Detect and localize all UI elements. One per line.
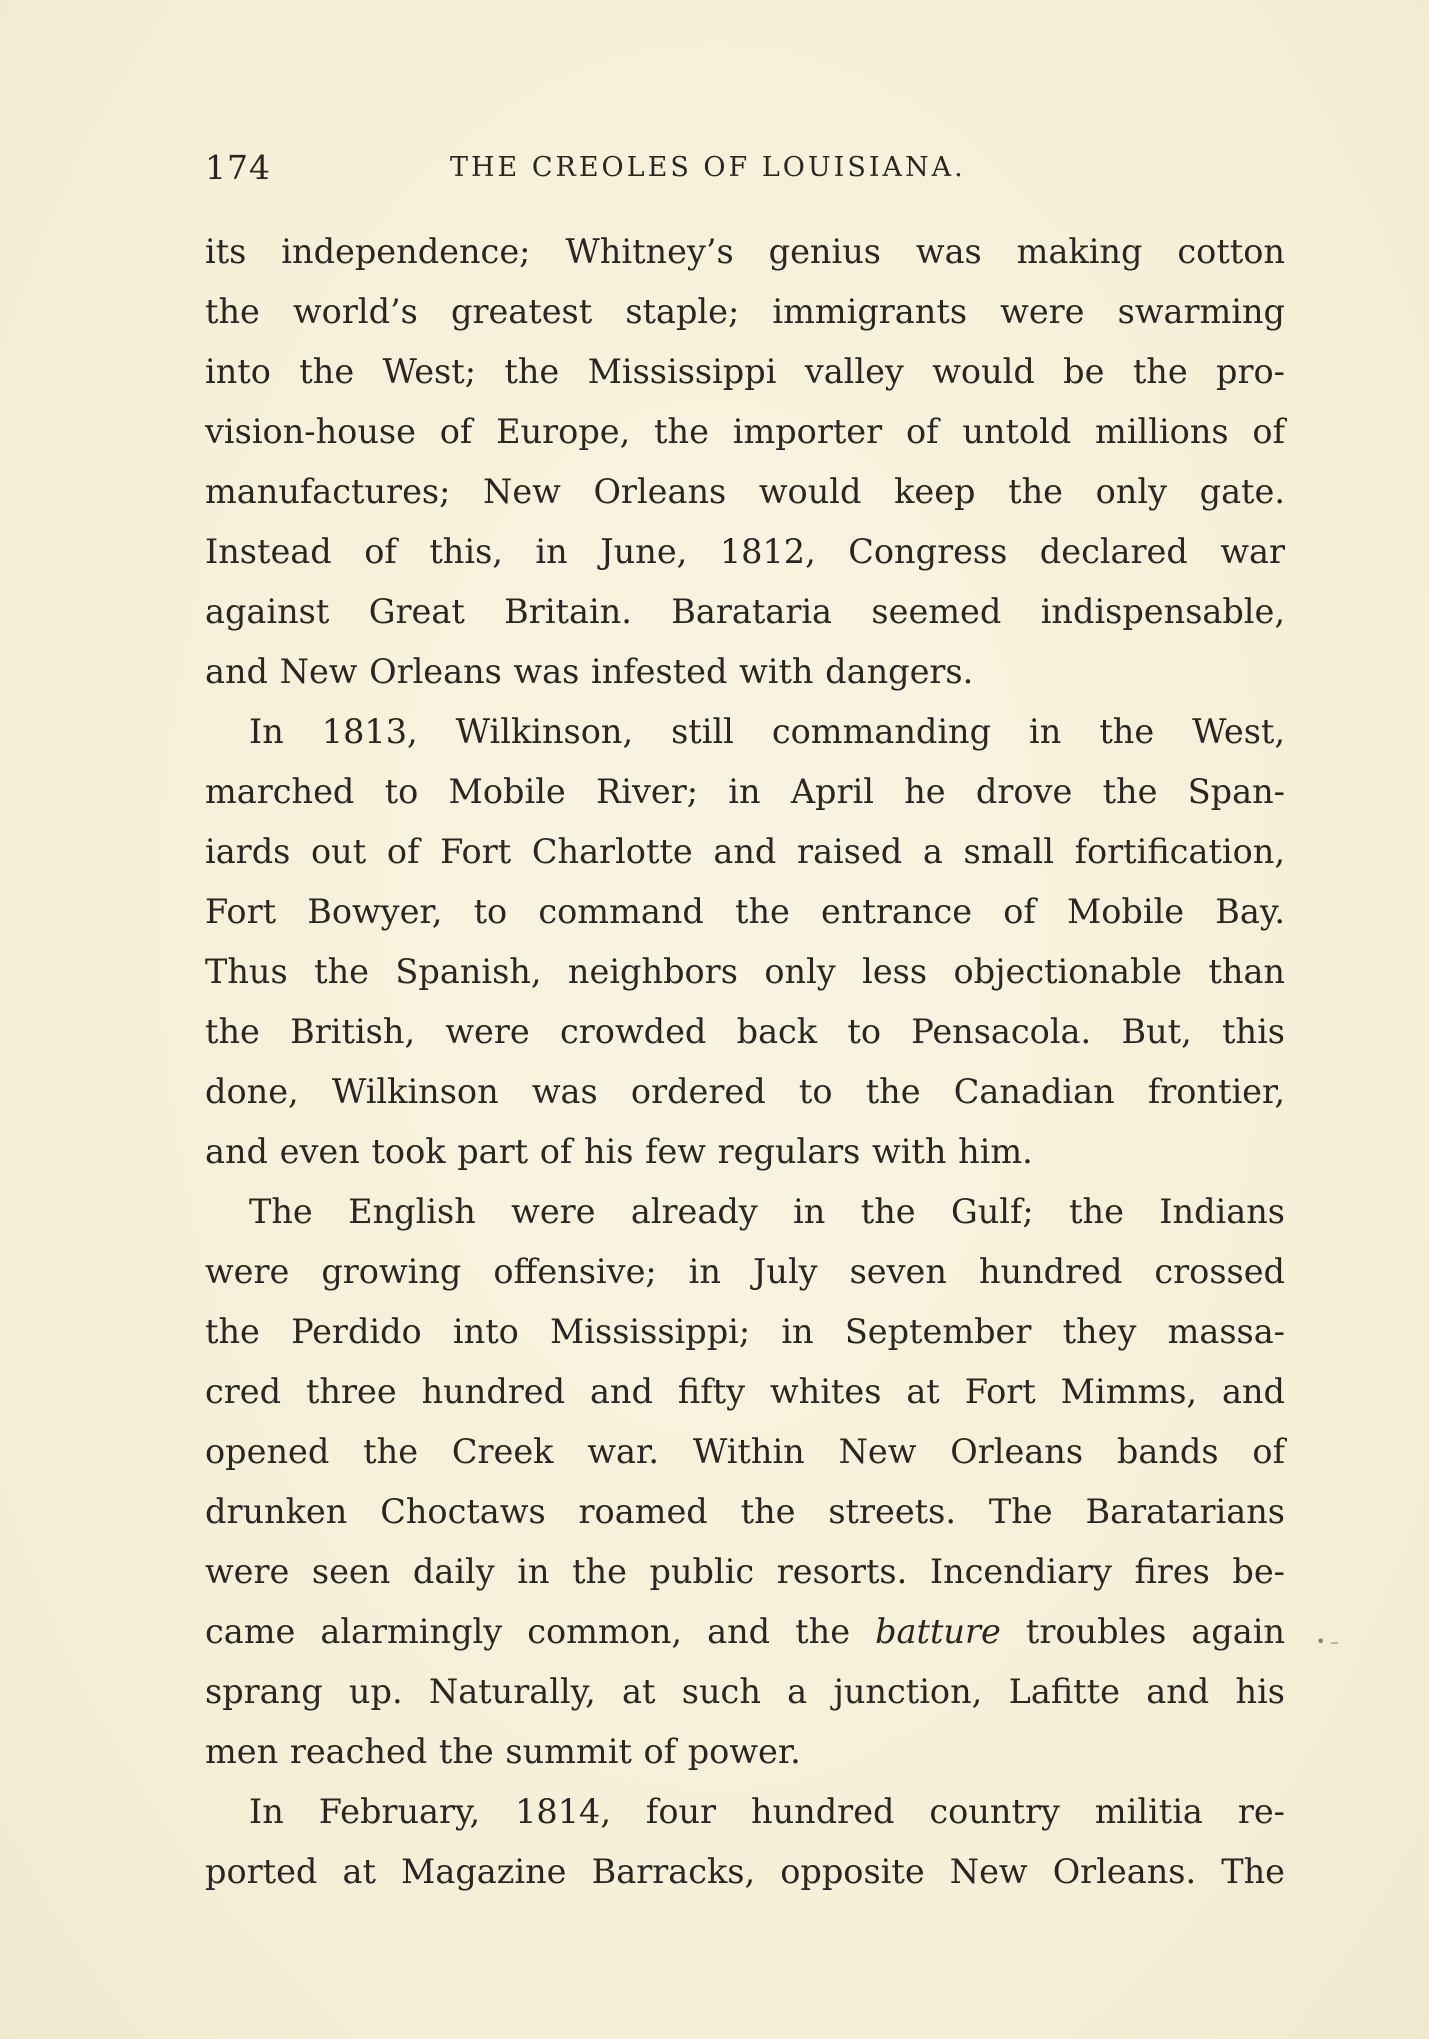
text-line: Instead of this, in June, 1812, Congress declared war	[205, 532, 1285, 571]
text-segment: came alarmingly common, and the	[205, 1612, 876, 1651]
text-line: drunken Choctaws roamed the streets. The Baratarians	[205, 1492, 1285, 1531]
text-line: manufactures; New Orleans would keep the only gate.	[205, 472, 1285, 511]
text-line: opened the Creek war. Within New Orleans bands of	[205, 1432, 1285, 1471]
text-line: marched to Mobile River; in April he drove the Span-	[205, 772, 1285, 811]
italic-word-batture: batture	[875, 1612, 1001, 1651]
page-number: 174	[205, 148, 271, 187]
text-line: were seen daily in the public resorts. Incendiary fires be-	[205, 1552, 1285, 1591]
text-line: and New Orleans was infested with dangers.	[205, 652, 974, 691]
text-line: the British, were crowded back to Pensacola. But, this	[205, 1012, 1285, 1051]
margin-speck-mark: • –	[1316, 1632, 1339, 1651]
text-line: Thus the Spanish, neighbors only less objectionable than	[205, 952, 1285, 991]
text-line: iards out of Fort Charlotte and raised a small fortification,	[205, 832, 1285, 871]
text-line: cred three hundred and fifty whites at Fort Mimms, and	[205, 1372, 1285, 1411]
running-title: THE CREOLES OF LOUISIANA.	[450, 152, 966, 183]
text-line: men reached the summit of power.	[205, 1732, 801, 1771]
text-line: vision-house of Europe, the importer of untold millions of	[205, 412, 1285, 451]
text-line: and even took part of his few regulars with him.	[205, 1132, 1033, 1171]
text-line: into the West; the Mississippi valley would be the pro-	[205, 352, 1285, 391]
text-line: the world’s greatest staple; immigrants were swarming	[205, 292, 1285, 331]
text-line: In 1813, Wilkinson, still commanding in the West,	[249, 712, 1285, 751]
text-line: the Perdido into Mississippi; in September they massa-	[205, 1312, 1285, 1351]
text-line: Fort Bowyer, to command the entrance of Mobile Bay.	[205, 892, 1285, 931]
text-segment: troubles again	[1000, 1612, 1286, 1651]
text-line: The English were already in the Gulf; the Indians	[249, 1192, 1285, 1231]
text-line: done, Wilkinson was ordered to the Canadian frontier,	[205, 1072, 1285, 1111]
running-head	[205, 148, 1285, 194]
body-text	[205, 222, 1285, 1902]
text-line: In February, 1814, four hundred country militia re-	[249, 1792, 1285, 1831]
text-line: against Great Britain. Barataria seemed indispensable,	[205, 592, 1285, 631]
text-line: sprang up. Naturally, at such a junction, Lafitte and his	[205, 1672, 1285, 1711]
text-line: ported at Magazine Barracks, opposite New Orleans. The	[205, 1852, 1285, 1891]
text-line: its independence; Whitney’s genius was making cotton	[205, 232, 1285, 271]
text-line	[205, 1602, 1285, 1662]
text-line: were growing offensive; in July seven hundred crossed	[205, 1252, 1285, 1291]
